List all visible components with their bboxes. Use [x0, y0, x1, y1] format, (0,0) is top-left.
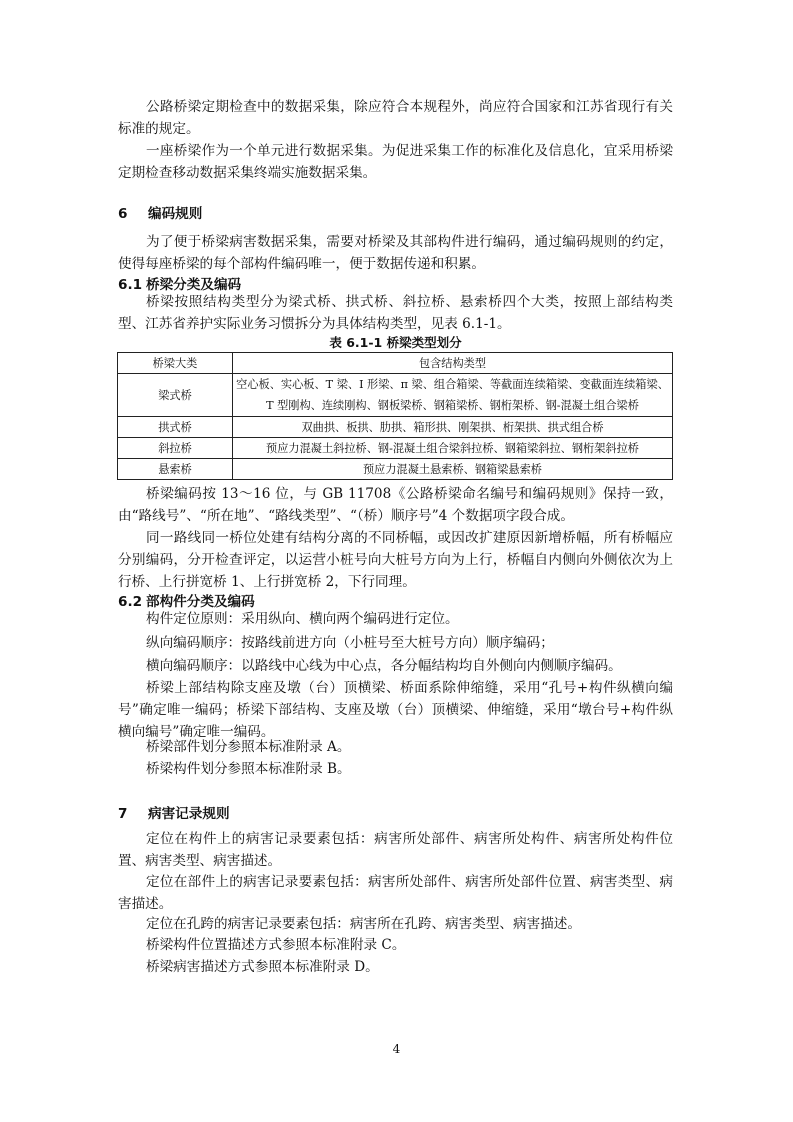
section-7-paragraph-2: 定位在部件上的病害记录要素包括：病害所处部件、病害所处部件位置、病害类型、病害描述。: [118, 874, 673, 912]
table-header-types: 包含结构类型: [233, 353, 673, 374]
section-number: 7: [118, 806, 128, 822]
table-cell-types: 预应力混凝土斜拉桥、钢-混凝土组合梁斜拉桥、钢箱梁斜拉、钢桁架斜拉桥: [233, 438, 673, 459]
section-6-2-paragraph-4: 桥梁上部结构除支座及墩（台）顶横梁、桥面系除伸缩缝，采用“孔号+构件纵横向编号”确定唯一编码；桥梁下部结构、支座及墩（台）顶横梁、伸缩缝，采用“墩台号+构件纵横向编号”确定唯一编码。: [118, 680, 673, 740]
section-title: 病害记录规则: [148, 806, 230, 822]
table-cell-types: 预应力混凝土悬索桥、钢箱梁悬索桥: [233, 459, 673, 480]
table-row: [118, 459, 673, 480]
section-number: 6: [118, 206, 128, 222]
section-7-heading: [118, 802, 230, 822]
section-title: 编码规则: [148, 206, 203, 222]
section-6-1-heading: [118, 273, 241, 293]
table-row: [118, 438, 673, 459]
section-6-2-paragraph-5: 桥梁部件划分参照本标准附录 A。: [146, 739, 351, 755]
table-cell-category: 悬索桥: [118, 459, 233, 480]
table-cell-category: 斜拉桥: [118, 438, 233, 459]
table-cell-types: 空心板、实心板、T 梁、I 形梁、π 梁、组合箱梁、等截面连续箱梁、变截面连续箱梁、T 型刚构、连续刚构、钢板梁桥、钢箱梁桥、钢桁架桥、钢-混凝土组合梁桥: [233, 374, 673, 417]
section-6-2-paragraph-1: 构件定位原则：采用纵向、横向两个编码进行定位。: [146, 611, 459, 627]
bridge-type-table: [117, 352, 673, 480]
section-6-1-paragraph-3: 同一路线同一桥位处建有结构分离的不同桥幅，或因改扩建原因新增桥幅，所有桥幅应分别编码，分开检查评定，以运营小桩号向大桩号方向为上行，桥幅自内侧向外侧依次为上行桥、上行拼宽桥 1、上行拼宽桥 2，下行同理。: [118, 530, 673, 590]
table-caption: 表 6.1-1 桥梁类型划分: [329, 335, 462, 350]
table-cell-types: 双曲拱、板拱、肋拱、箱形拱、刚架拱、桁架拱、拱式组合桥: [233, 417, 673, 438]
section-7-paragraph-5: 桥梁病害描述方式参照本标准附录 D。: [146, 959, 379, 975]
section-title: 桥梁分类及编码: [146, 277, 242, 293]
table-row: [118, 417, 673, 438]
intro-paragraph-2: 一座桥梁作为一个单元进行数据采集。为促进采集工作的标准化及信息化，宜采用桥梁定期检查移动数据采集终端实施数据采集。: [118, 143, 673, 181]
table-header-row: [118, 353, 673, 374]
page-number: 4: [392, 1042, 401, 1056]
section-6-heading: [118, 202, 202, 222]
section-number: 6.2: [118, 594, 143, 610]
table-cell-category: 梁式桥: [118, 374, 233, 417]
table-cell-category: 拱式桥: [118, 417, 233, 438]
section-6-2-paragraph-3: 横向编码顺序：以路线中心线为中心点，各分幅结构均自外侧向内侧顺序编码。: [146, 658, 622, 674]
section-title: 部构件分类及编码: [146, 594, 255, 610]
section-number: 6.1: [118, 277, 143, 293]
section-6-2-heading: [118, 590, 255, 610]
table-row: [118, 374, 673, 417]
table-header-category: 桥梁大类: [118, 353, 233, 374]
section-6-1-paragraph-2: 桥梁编码按 13～16 位，与 GB 11708《公路桥梁命名编号和编码规则》保持一致，由“路线号”、“所在地”、“路线类型”、“（桥）顺序号”4 个数据项字段合成。: [118, 486, 673, 524]
intro-paragraph-1: 公路桥梁定期检查中的数据采集，除应符合本规程外，尚应符合国家和江苏省现行有关标准的规定。: [118, 99, 673, 137]
section-7-paragraph-3: 定位在孔跨的病害记录要素包括：病害所在孔跨、病害类型、病害描述。: [146, 916, 581, 932]
section-7-paragraph-4: 桥梁构件位置描述方式参照本标准附录 C。: [146, 937, 406, 953]
section-6-paragraph: 为了便于桥梁病害数据采集，需要对桥梁及其部构件进行编码，通过编码规则的约定，使得每座桥梁的每个部构件编码唯一，便于数据传递和积累。: [118, 234, 673, 272]
section-7-paragraph-1: 定位在构件上的病害记录要素包括：病害所处部件、病害所处构件、病害所处构件位置、病害类型、病害描述。: [118, 831, 673, 869]
section-6-2-paragraph-2: 纵向编码顺序：按路线前进方向（小桩号至大桩号方向）顺序编码；: [146, 635, 554, 651]
section-6-2-paragraph-6: 桥梁构件划分参照本标准附录 B。: [146, 761, 351, 777]
section-6-1-paragraph-1: 桥梁按照结构类型分为梁式桥、拱式桥、斜拉桥、悬索桥四个大类，按照上部结构类型、江苏省养护实际业务习惯拆分为具体结构类型，见表 6.1-1。: [118, 294, 673, 332]
